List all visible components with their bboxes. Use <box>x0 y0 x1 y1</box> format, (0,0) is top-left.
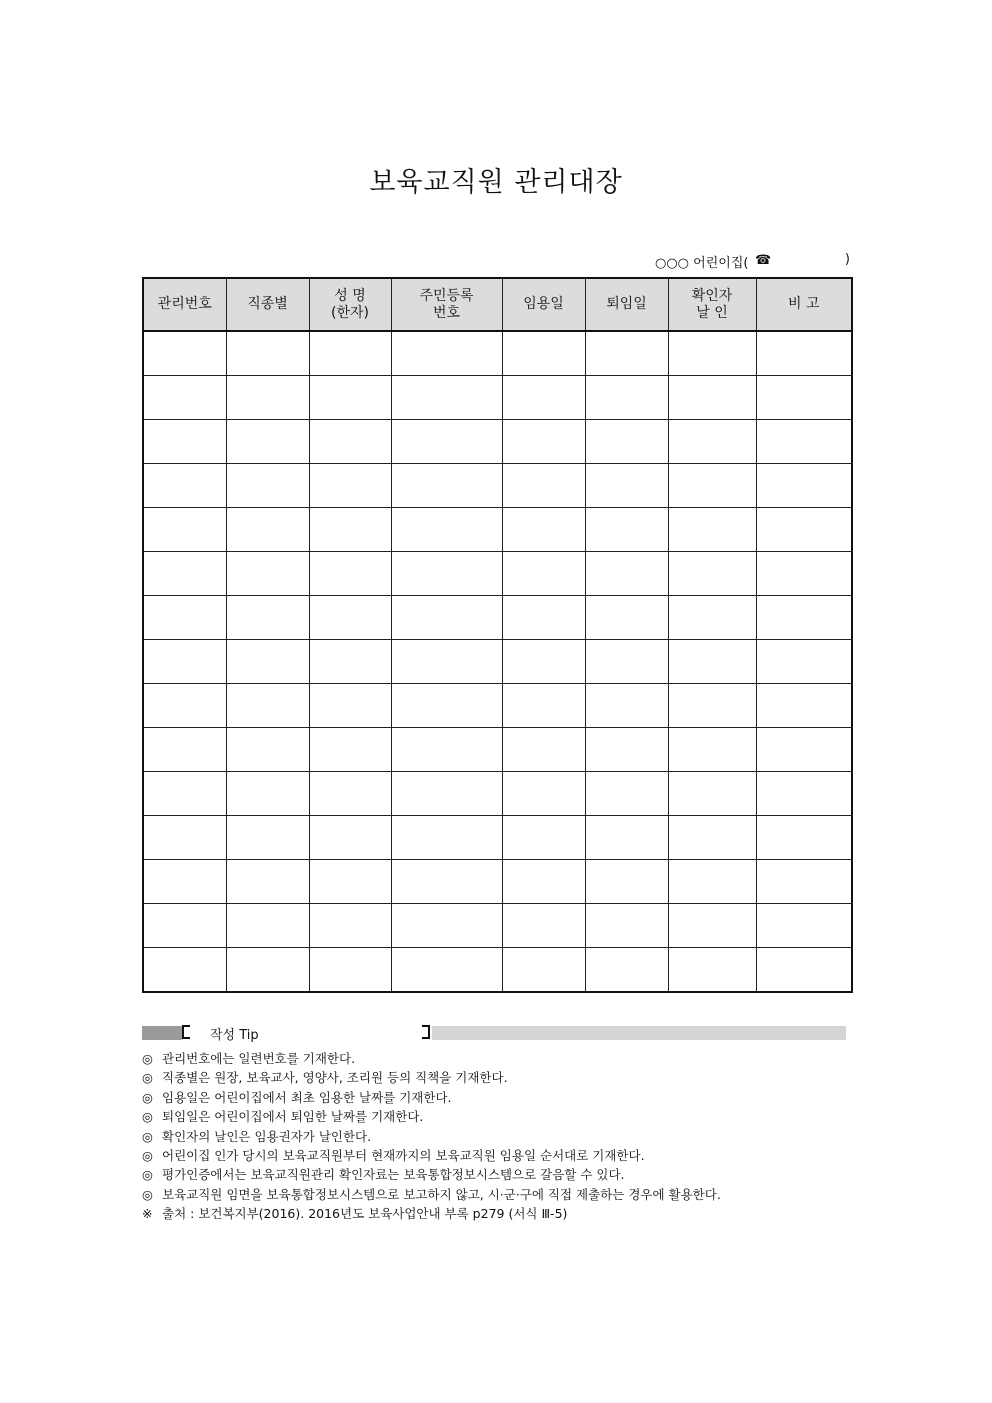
table-cell[interactable] <box>756 640 852 684</box>
table-cell[interactable] <box>756 860 852 904</box>
table-cell[interactable] <box>309 552 391 596</box>
table-cell[interactable] <box>309 728 391 772</box>
table-cell[interactable] <box>585 331 668 376</box>
table-cell[interactable] <box>143 552 226 596</box>
table-cell[interactable] <box>226 904 309 948</box>
table-cell[interactable] <box>668 464 756 508</box>
table-cell[interactable] <box>391 728 502 772</box>
table-cell[interactable] <box>309 596 391 640</box>
table-cell[interactable] <box>756 331 852 376</box>
table-cell[interactable] <box>309 640 391 684</box>
table-cell[interactable] <box>585 684 668 728</box>
table-cell[interactable] <box>585 816 668 860</box>
table-cell[interactable] <box>756 552 852 596</box>
table-cell[interactable] <box>668 772 756 816</box>
table-cell[interactable] <box>391 552 502 596</box>
writing-notes <box>142 1049 862 1224</box>
table-cell[interactable] <box>668 948 756 993</box>
table-cell[interactable] <box>309 684 391 728</box>
table-cell[interactable] <box>756 464 852 508</box>
tip-bar-light <box>432 1026 846 1040</box>
table-row <box>143 596 852 640</box>
table-cell[interactable] <box>502 948 585 993</box>
table-cell[interactable] <box>143 640 226 684</box>
table-cell[interactable] <box>668 552 756 596</box>
table-cell[interactable] <box>668 904 756 948</box>
table-row <box>143 860 852 904</box>
table-cell[interactable] <box>502 596 585 640</box>
table-row <box>143 728 852 772</box>
table-cell[interactable] <box>226 420 309 464</box>
table-cell[interactable] <box>502 728 585 772</box>
close-paren: ) <box>844 252 850 267</box>
table-cell[interactable] <box>585 420 668 464</box>
table-cell[interactable] <box>309 860 391 904</box>
table-cell[interactable] <box>756 772 852 816</box>
table-row <box>143 464 852 508</box>
table-row <box>143 904 852 948</box>
table-cell[interactable] <box>756 508 852 552</box>
table-cell[interactable] <box>585 508 668 552</box>
table-cell[interactable] <box>143 376 226 420</box>
table-row <box>143 772 852 816</box>
note-item: ◎ 직종별은 원장, 보육교사, 영양사, 조리원 등의 직책을 기재한다. <box>142 1070 508 1086</box>
table-cell[interactable] <box>391 948 502 993</box>
table-row <box>143 816 852 860</box>
table-cell[interactable] <box>143 596 226 640</box>
table-cell[interactable] <box>668 640 756 684</box>
table-cell[interactable] <box>226 684 309 728</box>
table-cell[interactable] <box>585 904 668 948</box>
table-cell[interactable] <box>309 464 391 508</box>
table-cell[interactable] <box>143 948 226 993</box>
table-cell[interactable] <box>585 772 668 816</box>
table-cell[interactable] <box>502 904 585 948</box>
table-cell[interactable] <box>502 772 585 816</box>
table-row <box>143 331 852 376</box>
table-cell[interactable] <box>502 376 585 420</box>
table-cell[interactable] <box>226 772 309 816</box>
table-cell[interactable] <box>502 640 585 684</box>
table-cell[interactable] <box>668 331 756 376</box>
table-row <box>143 684 852 728</box>
table-cell[interactable] <box>756 376 852 420</box>
table-cell[interactable] <box>391 376 502 420</box>
note-item: ◎ 임용일은 어린이집에서 최초 임용한 날짜를 기재한다. <box>142 1089 452 1105</box>
table-cell[interactable] <box>143 420 226 464</box>
table-cell[interactable] <box>391 596 502 640</box>
note-item: ◎ 관리번호에는 일련번호를 기재한다. <box>142 1051 356 1066</box>
table-cell[interactable] <box>143 331 226 376</box>
table-cell[interactable] <box>391 904 502 948</box>
table-cell[interactable] <box>585 376 668 420</box>
table-cell[interactable] <box>226 552 309 596</box>
note-item: ◎ 어린이집 인가 당시의 보육교직원부터 현재까지의 보육교직원 임용일 순서대로 기재한다. <box>142 1147 645 1163</box>
header-remarks: 비 고 <box>756 278 852 331</box>
table-cell[interactable] <box>309 420 391 464</box>
writing-tip-banner <box>142 1025 846 1043</box>
tip-title: 작성 Tip <box>210 1028 259 1043</box>
table-cell[interactable] <box>756 728 852 772</box>
header-resident-number: 주민등록 번호 <box>391 278 502 331</box>
table-cell[interactable] <box>226 331 309 376</box>
table-cell[interactable] <box>756 816 852 860</box>
source-note: ※ 출처 : 보건복지부(2016). 2016년도 보육사업안내 부록 p279 (서식 Ⅲ-5) <box>142 1206 568 1222</box>
table-cell[interactable] <box>226 728 309 772</box>
note-item: ◎ 보육교직원 임면을 보육통합정보시스템으로 보고하지 않고, 시·군·구에 직접 제출하는 경우에 활용한다. <box>142 1186 721 1202</box>
table-cell[interactable] <box>226 860 309 904</box>
table-cell[interactable] <box>391 772 502 816</box>
table-row <box>143 376 852 420</box>
table-cell[interactable] <box>585 640 668 684</box>
table-row <box>143 420 852 464</box>
table-cell[interactable] <box>668 596 756 640</box>
table-cell[interactable] <box>226 948 309 993</box>
table-cell[interactable] <box>502 816 585 860</box>
table-cell[interactable] <box>143 816 226 860</box>
table-cell[interactable] <box>391 508 502 552</box>
table-header-row <box>143 278 852 331</box>
table-cell[interactable] <box>391 860 502 904</box>
tip-bracket-right <box>422 1025 430 1039</box>
table-cell[interactable] <box>756 596 852 640</box>
table-row <box>143 508 852 552</box>
table-cell[interactable] <box>502 684 585 728</box>
table-cell[interactable] <box>668 860 756 904</box>
table-cell[interactable] <box>668 420 756 464</box>
table-cell[interactable] <box>143 772 226 816</box>
table-cell[interactable] <box>226 596 309 640</box>
header-job-type: 직종별 <box>226 278 309 331</box>
table-cell[interactable] <box>668 684 756 728</box>
table-cell[interactable] <box>502 552 585 596</box>
note-item: ◎ 평가인증에서는 보육교직원관리 확인자료는 보육통합정보시스템으로 갈음할 수 있다. <box>142 1167 625 1183</box>
table-cell[interactable] <box>756 904 852 948</box>
header-name: 성 명 (한자) <box>309 278 391 331</box>
table-cell[interactable] <box>391 420 502 464</box>
table-cell[interactable] <box>143 508 226 552</box>
daycare-name-line <box>655 252 850 272</box>
document-title: 보육교직원 관리대장 <box>369 167 623 198</box>
table-cell[interactable] <box>756 420 852 464</box>
table-row <box>143 948 852 993</box>
table-cell[interactable] <box>585 948 668 993</box>
table-cell[interactable] <box>391 331 502 376</box>
table-cell[interactable] <box>226 640 309 684</box>
table-cell[interactable] <box>668 816 756 860</box>
table-cell[interactable] <box>502 420 585 464</box>
table-cell[interactable] <box>756 948 852 993</box>
table-cell[interactable] <box>226 508 309 552</box>
table-cell[interactable] <box>391 464 502 508</box>
table-cell[interactable] <box>309 331 391 376</box>
table-cell[interactable] <box>143 464 226 508</box>
note-item: ◎ 퇴임일은 어린이집에서 퇴임한 날짜를 기재한다. <box>142 1109 424 1125</box>
table-cell[interactable] <box>309 816 391 860</box>
table-cell[interactable] <box>309 508 391 552</box>
staff-register-table <box>142 277 853 993</box>
table-cell[interactable] <box>585 728 668 772</box>
daycare-name: ○○○ 어린이집( <box>655 256 749 271</box>
header-retirement-date: 퇴임일 <box>585 278 668 331</box>
header-management-number: 관리번호 <box>143 278 226 331</box>
table-cell[interactable] <box>143 904 226 948</box>
table-cell[interactable] <box>668 728 756 772</box>
table-cell[interactable] <box>309 376 391 420</box>
table-cell[interactable] <box>502 860 585 904</box>
table-cell[interactable] <box>756 684 852 728</box>
table-cell[interactable] <box>585 596 668 640</box>
table-cell[interactable] <box>585 860 668 904</box>
table-cell[interactable] <box>391 684 502 728</box>
tip-bar-dark <box>142 1026 182 1040</box>
telephone-icon: ☎ <box>755 253 772 268</box>
note-item: ◎ 확인자의 날인은 임용권자가 날인한다. <box>142 1128 372 1144</box>
table-cell[interactable] <box>143 860 226 904</box>
header-confirmer-seal: 확인자 날 인 <box>668 278 756 331</box>
table-cell[interactable] <box>502 331 585 376</box>
table-cell[interactable] <box>226 376 309 420</box>
header-appointment-date: 임용일 <box>502 278 585 331</box>
table-cell[interactable] <box>502 508 585 552</box>
table-cell[interactable] <box>226 464 309 508</box>
table-cell[interactable] <box>502 464 585 508</box>
table-cell[interactable] <box>391 640 502 684</box>
table-row <box>143 640 852 684</box>
table-cell[interactable] <box>585 464 668 508</box>
table-row <box>143 552 852 596</box>
table-body <box>143 331 852 992</box>
tip-bracket-left <box>182 1025 190 1039</box>
table-cell[interactable] <box>585 552 668 596</box>
table-cell[interactable] <box>309 904 391 948</box>
table-cell[interactable] <box>668 376 756 420</box>
table-cell[interactable] <box>143 684 226 728</box>
table-cell[interactable] <box>143 728 226 772</box>
table-cell[interactable] <box>668 508 756 552</box>
table-cell[interactable] <box>226 816 309 860</box>
table-cell[interactable] <box>309 948 391 993</box>
table-cell[interactable] <box>309 772 391 816</box>
table-cell[interactable] <box>391 816 502 860</box>
